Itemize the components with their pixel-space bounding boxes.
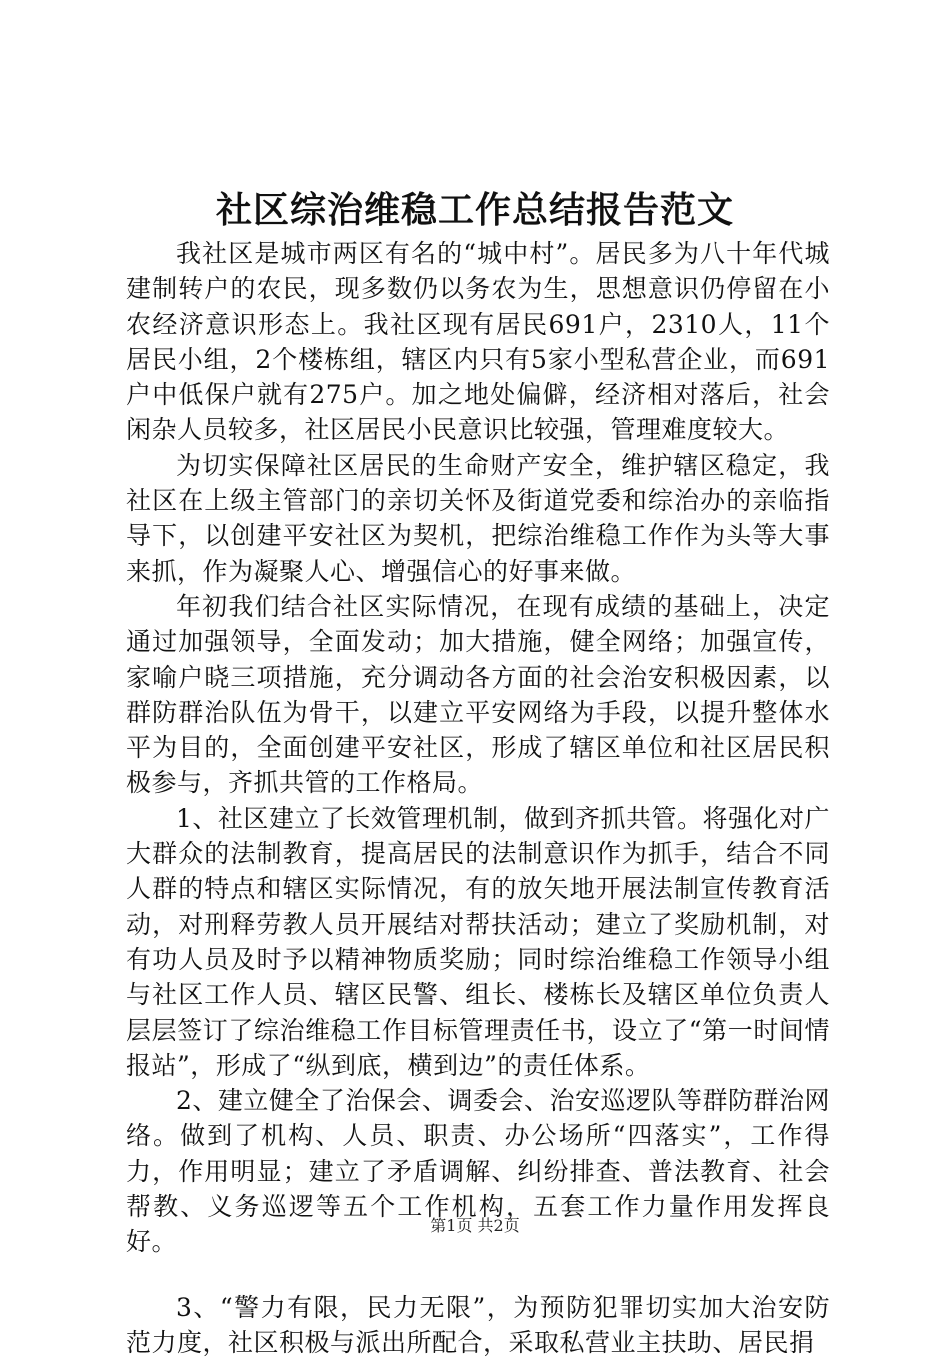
- document-body: [126, 236, 830, 1360]
- paragraph-item-2: 2、建立健全了治保会、调委会、治安巡逻队等群防群治网络。做到了机构、人员、职责、办公场所“四落实”，工作得力，作用明显；建立了矛盾调解、纠纷排查、普法教育、社会帮教、义务巡逻等五个工作机构，五套工作力量作用发挥良好。: [126, 1086, 830, 1257]
- document-title: 社区综治维稳工作总结报告范文: [215, 189, 734, 231]
- paragraph-purpose: 为切实保障社区居民的生命财产安全，维护辖区稳定，我社区在上级主管部门的亲切关怀及街道党委和综治办的亲临指导下，以创建平安社区为契机，把综治维稳工作作为头等大事来抓，作为凝聚人心、增强信心的好事来做。: [126, 450, 830, 586]
- paragraph-item-3: 3、“警力有限，民力无限”，为预防犯罪切实加大治安防范力度，社区积极与派出所配合，采取私营业主扶助、居民捐: [126, 1292, 830, 1357]
- page-number-footer: 第1页 共2页: [430, 1216, 520, 1235]
- paragraph-intro: 我社区是城市两区有名的“城中村”。居民多为八十年代城建制转户的农民，现多数仍以务农为生，思想意识仍停留在小农经济意识形态上。我社区现有居民691户，2310人，11个居民小组，2个楼栋组，辖区内只有5家小型私营企业，而691户中低保户就有275户。加之地处偏僻，经济相对落后，社会闲杂人员较多，社区居民小民意识比较强，管理难度较大。: [126, 239, 830, 445]
- paragraph-item-1: 1、社区建立了长效管理机制，做到齐抓共管。将强化对广大群众的法制教育，提高居民的法制意识作为抓手，结合不同人群的特点和辖区实际情况，有的放矢地开展法制宣传教育活动，对刑释劳教人员开展结对帮扶活动；建立了奖励机制，对有功人员及时予以精神物质奖励；同时综治维稳工作领导小组与社区工作人员、辖区民警、组长、楼栋长及辖区单位负责人层层签订了综治维稳工作目标管理责任书，设立了“第一时间情报站”，形成了“纵到底，横到边”的责任体系。: [126, 803, 830, 1080]
- paragraph-measures: 年初我们结合社区实际情况，在现有成绩的基础上，决定通过加强领导，全面发动；加大措施，健全网络；加强宣传，家喻户晓三项措施，充分调动各方面的社会治安积极因素，以群防群治队伍为骨干，以建立平安网络为手段，以提升整体水平为目的，全面创建平安社区，形成了辖区单位和社区居民积极参与，齐抓共管的工作格局。: [126, 591, 830, 798]
